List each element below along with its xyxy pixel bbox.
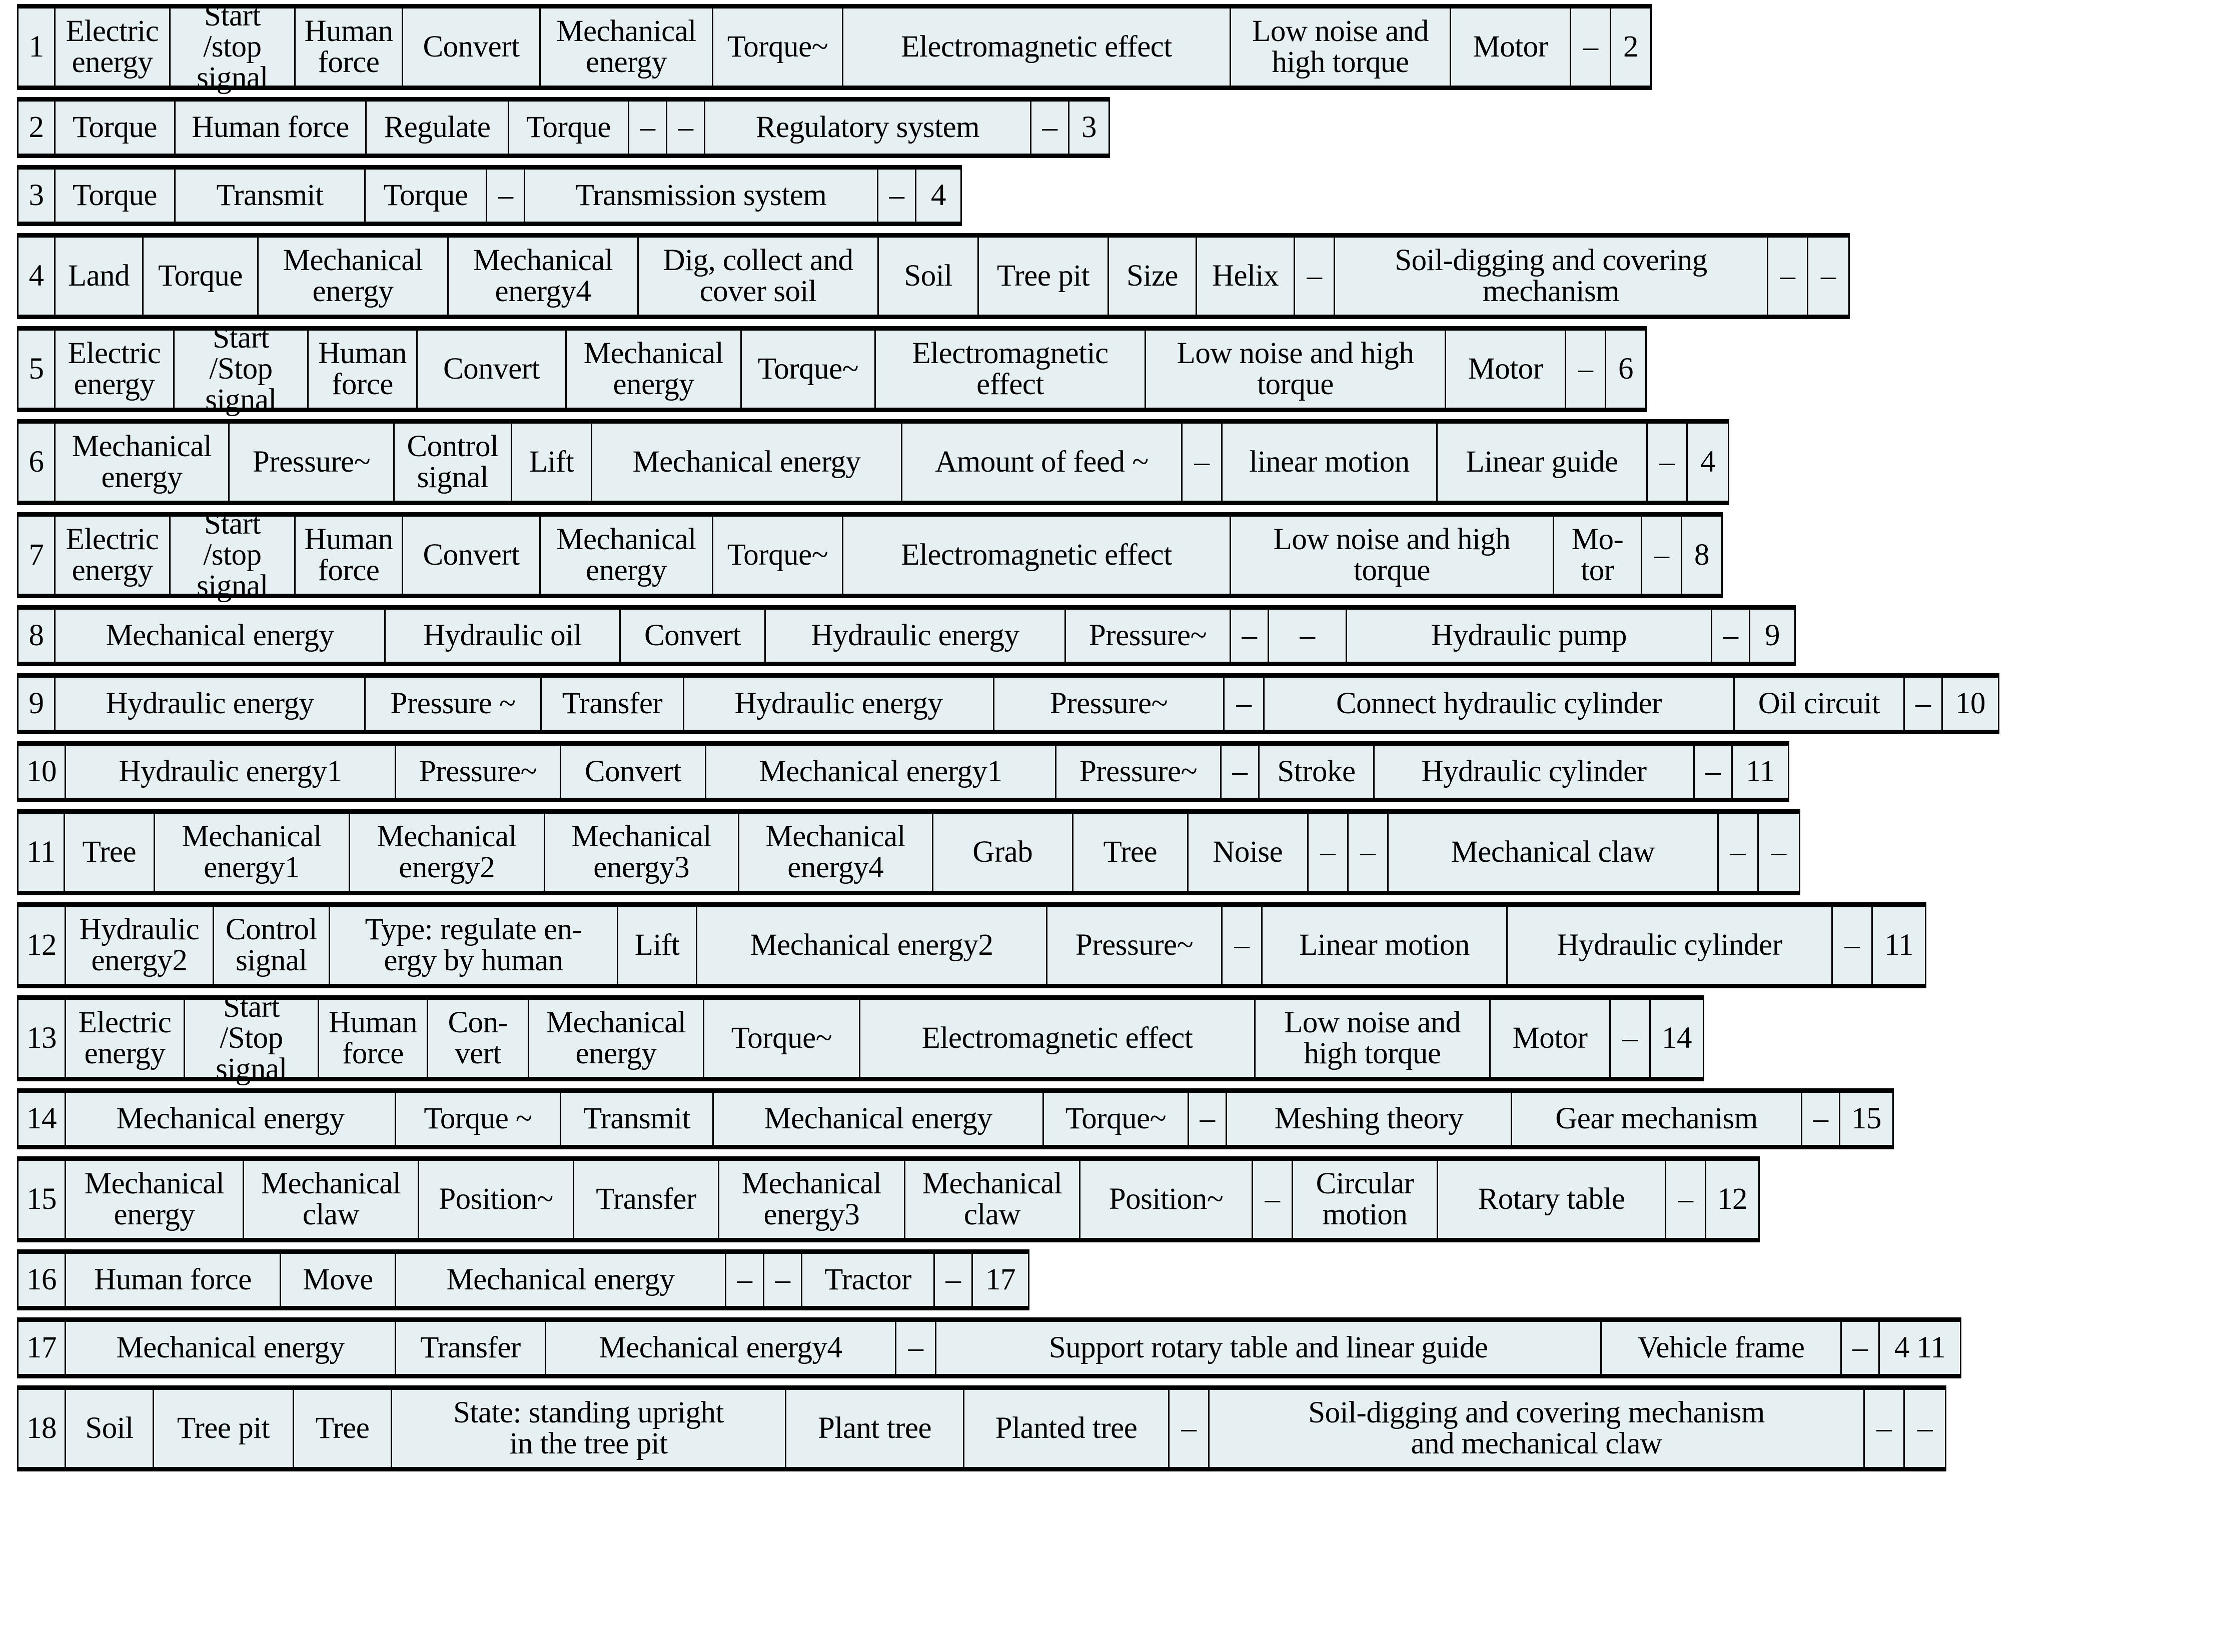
dash-cell: –	[1865, 1390, 1905, 1467]
table-cell: Grab	[933, 814, 1073, 891]
table-cell: Convert	[561, 746, 706, 798]
table-row	[17, 902, 1926, 988]
table-cell: Mechanical energy	[592, 424, 902, 501]
table-row	[17, 97, 1110, 158]
table-cell: Type: regulate en- ergy by human	[330, 907, 618, 984]
table-cell: Mo- tor	[1554, 517, 1642, 594]
dash-cell: –	[487, 170, 525, 222]
dash-cell: –	[1768, 238, 1808, 315]
row-index-cell: 13	[19, 1000, 66, 1077]
table-cell: Human force	[319, 1000, 428, 1077]
table-cell: Vehicle frame	[1602, 1322, 1842, 1374]
table-cell: Mechanical energy2	[697, 907, 1047, 984]
table-cell: Oil circuit	[1735, 678, 1905, 730]
table-cell: Low noise and high torque	[1231, 517, 1554, 594]
table-cell: Pressure~	[1056, 746, 1222, 798]
table-cell: Mechanical energy	[56, 610, 386, 662]
dash-cell: –	[1642, 517, 1682, 594]
table-cell: Position~	[419, 1161, 574, 1238]
dash-cell: –	[1833, 907, 1873, 984]
table-row	[17, 321, 1647, 417]
row-index-cell: 3	[19, 170, 56, 222]
table-cell: Torque	[366, 170, 487, 222]
table-row	[17, 233, 1850, 319]
table-cell: 9	[1750, 610, 1794, 662]
table-row	[17, 673, 1999, 734]
dash-cell: –	[1349, 814, 1389, 891]
table-cell: Mechanical energy1	[706, 746, 1056, 798]
table-cell: 15	[1840, 1093, 1892, 1145]
table-row	[17, 165, 962, 226]
table-cell: Meshing theory	[1227, 1093, 1512, 1145]
table-cell: Pressure ~	[366, 678, 542, 730]
table-cell: Torque	[144, 238, 259, 315]
table-cell: Start /stop signal	[171, 517, 296, 594]
table-cell: Connect hydraulic cylinder	[1265, 678, 1735, 730]
row-index-cell: 6	[19, 424, 56, 501]
table-row	[17, 1317, 1961, 1378]
table-cell: Mechanical energy4	[449, 238, 639, 315]
dash-cell: –	[935, 1254, 973, 1306]
table-cell: Support rotary table and linear guide	[936, 1322, 1602, 1374]
dash-cell: –	[1808, 238, 1848, 315]
table-cell: Linear guide	[1438, 424, 1648, 501]
row-index-cell: 10	[19, 746, 66, 798]
table-cell: Electromagnetic effect	[843, 517, 1231, 594]
table-cell: Torque	[56, 170, 176, 222]
table-cell: Hydraulic energy	[56, 678, 366, 730]
table-cell: Control signal	[214, 907, 330, 984]
table-cell: Mechanical energy4	[739, 814, 933, 891]
dash-cell: –	[1223, 907, 1263, 984]
table-cell: 8	[1682, 517, 1721, 594]
table-cell: Position~	[1080, 1161, 1253, 1238]
table-cell: Regulatory system	[705, 102, 1031, 154]
table-cell: Hydraulic oil	[386, 610, 621, 662]
row-index-cell: 16	[19, 1254, 66, 1306]
dash-cell: –	[1566, 331, 1606, 408]
table-cell: Torque~	[713, 9, 843, 86]
table-cell: 17	[973, 1254, 1028, 1306]
table-cell: Mechanical claw	[244, 1161, 419, 1238]
table-cell: Human force	[296, 517, 403, 594]
table-cell: Human force	[176, 102, 367, 154]
table-cell: Mechanical claw	[905, 1161, 1080, 1238]
table-cell: Torque	[509, 102, 629, 154]
table-cell: Torque~	[1044, 1093, 1189, 1145]
table-cell: Torque ~	[396, 1093, 561, 1145]
table-cell: Soil	[879, 238, 979, 315]
table-cell: Hydraulic energy	[684, 678, 994, 730]
table-cell: Tractor	[802, 1254, 935, 1306]
table-cell: Mechanical energy	[66, 1161, 244, 1238]
table-cell: Lift	[512, 424, 592, 501]
table-cell: Gear mechanism	[1512, 1093, 1802, 1145]
table-cell: linear motion	[1223, 424, 1438, 501]
dash-cell: –	[1269, 610, 1347, 662]
table-cell: Mechanical energy1	[155, 814, 350, 891]
table-cell: Control signal	[395, 424, 512, 501]
table-cell: Human force	[309, 331, 418, 408]
table-row	[17, 0, 1652, 95]
table-cell: Planted tree	[964, 1390, 1170, 1467]
dash-cell: –	[1905, 1390, 1945, 1467]
row-index-cell: 8	[19, 610, 56, 662]
table-cell: 4 11	[1880, 1322, 1960, 1374]
table-cell: Convert	[403, 9, 541, 86]
table-cell: Mechanical energy4	[546, 1322, 896, 1374]
table-cell: Tree pit	[154, 1390, 294, 1467]
table-cell: Start /stop signal	[171, 9, 296, 86]
table-row	[17, 507, 1723, 603]
dash-cell: –	[1031, 102, 1069, 154]
table-cell: Pressure~	[1047, 907, 1223, 984]
row-index-cell: 1	[19, 9, 56, 86]
table-cell: Soil-digging and covering mechanism and mechanical claw	[1210, 1390, 1865, 1467]
dash-cell: –	[1189, 1093, 1227, 1145]
table-cell: Low noise and high torque	[1231, 9, 1451, 86]
table-cell: 10	[1943, 678, 1998, 730]
table-row	[17, 741, 1789, 802]
row-index-cell: 5	[19, 331, 56, 408]
table-cell: Hydraulic cylinder	[1375, 746, 1695, 798]
table-cell: Mechanical energy	[529, 1000, 704, 1077]
table-cell: Size	[1109, 238, 1197, 315]
table-cell: Mechanical energy2	[350, 814, 545, 891]
dash-cell: –	[1759, 814, 1799, 891]
dash-cell: –	[1170, 1390, 1210, 1467]
table-cell: State: standing upright in the tree pit	[392, 1390, 786, 1467]
table-cell: Low noise and high torque	[1256, 1000, 1491, 1077]
table-cell: Mechanical energy	[259, 238, 449, 315]
row-index-cell: 7	[19, 517, 56, 594]
table-cell: Mechanical energy	[66, 1093, 396, 1145]
table-cell: Low noise and high torque	[1146, 331, 1446, 408]
row-index-cell: 15	[19, 1161, 66, 1238]
table-cell: Dig, collect and cover soil	[639, 238, 879, 315]
table-cell: Plant tree	[786, 1390, 964, 1467]
table-cell: Mechanical energy	[567, 331, 742, 408]
table-cell: 11	[1873, 907, 1925, 984]
table-row	[17, 605, 1796, 666]
dash-cell: –	[1719, 814, 1759, 891]
table-cell: Mechanical energy	[66, 1322, 396, 1374]
table-cell: Soil	[66, 1390, 154, 1467]
table-cell: Rotary table	[1438, 1161, 1666, 1238]
dash-cell: –	[1842, 1322, 1880, 1374]
dash-cell: –	[1253, 1161, 1293, 1238]
table-cell: Electric energy	[56, 331, 175, 408]
dash-cell: –	[1225, 678, 1265, 730]
row-index-cell: 4	[19, 238, 56, 315]
table-cell: Soil-digging and covering mechanism	[1335, 238, 1768, 315]
table-cell: Stroke	[1260, 746, 1375, 798]
table-cell: Hydraulic pump	[1347, 610, 1712, 662]
dash-cell: –	[764, 1254, 802, 1306]
table-cell: 14	[1651, 1000, 1703, 1077]
table-cell: Hydraulic energy2	[66, 907, 214, 984]
table-cell: Motor	[1446, 331, 1566, 408]
table-cell: Electromagnetic effect	[860, 1000, 1256, 1077]
table-cell: Transmit	[176, 170, 366, 222]
dash-cell: –	[629, 102, 667, 154]
table-cell: Pressure~	[994, 678, 1225, 730]
table-row	[17, 1249, 1029, 1310]
table-cell: Hydraulic energy1	[66, 746, 396, 798]
table-cell: Electric energy	[66, 1000, 185, 1077]
table-cell: Torque	[56, 102, 176, 154]
row-index-cell: 14	[19, 1093, 66, 1145]
table-cell: Convert	[418, 331, 567, 408]
table-cell: Regulate	[367, 102, 509, 154]
row-index-cell: 12	[19, 907, 66, 984]
table-cell: Lift	[618, 907, 697, 984]
table-cell: Move	[281, 1254, 396, 1306]
table-cell: 6	[1606, 331, 1645, 408]
row-index-cell: 11	[19, 814, 65, 891]
table-cell: Transmission system	[525, 170, 878, 222]
dash-cell: –	[1712, 610, 1750, 662]
table-cell: Mechanical energy	[56, 424, 230, 501]
table-cell: Start /Stop signal	[185, 1000, 319, 1077]
table-cell: Mechanical energy	[541, 517, 713, 594]
table-cell: Human force	[66, 1254, 281, 1306]
table-cell: Hydraulic energy	[766, 610, 1066, 662]
table-cell: Transmit	[561, 1093, 714, 1145]
table-cell: Electromagnetic effect	[843, 9, 1231, 86]
table-cell: Start /Stop signal	[175, 331, 309, 408]
table-cell: Hydraulic cylinder	[1508, 907, 1833, 984]
dash-cell: –	[896, 1322, 936, 1374]
dash-cell: –	[667, 102, 705, 154]
dash-cell: –	[1695, 746, 1733, 798]
dash-cell: –	[878, 170, 916, 222]
table-cell: Tree pit	[979, 238, 1109, 315]
table-cell: Electric energy	[56, 517, 171, 594]
table-cell: Land	[56, 238, 144, 315]
table-cell: Torque~	[742, 331, 876, 408]
row-index-cell: 18	[19, 1390, 66, 1467]
dash-cell: –	[1802, 1093, 1840, 1145]
table-cell: Torque~	[704, 1000, 860, 1077]
table-cell: Con- vert	[428, 1000, 529, 1077]
table-cell: Motor	[1491, 1000, 1611, 1077]
dash-cell: –	[1222, 746, 1260, 798]
table-row	[17, 809, 1800, 895]
table-cell: Noise	[1189, 814, 1309, 891]
table-cell: Pressure~	[1066, 610, 1231, 662]
table-cell: 4	[1688, 424, 1728, 501]
table-cell: Human force	[296, 9, 403, 86]
table-cell: 11	[1733, 746, 1788, 798]
table-row	[17, 419, 1729, 505]
table-cell: Torque~	[713, 517, 843, 594]
table-cell: Convert	[403, 517, 541, 594]
dash-cell: –	[1611, 1000, 1651, 1077]
table-cell: 3	[1069, 102, 1109, 154]
dash-cell: –	[1309, 814, 1349, 891]
dash-cell: –	[1183, 424, 1223, 501]
table-cell: Transfer	[542, 678, 684, 730]
table-cell: Helix	[1197, 238, 1295, 315]
table-cell: Motor	[1451, 9, 1571, 86]
dash-cell: –	[1295, 238, 1335, 315]
dash-cell: –	[1905, 678, 1943, 730]
table-cell: Pressure~	[396, 746, 561, 798]
table-row	[17, 990, 1704, 1086]
table-cell: Mechanical energy3	[545, 814, 739, 891]
table-cell: Transfer	[396, 1322, 546, 1374]
table-cell: Linear motion	[1263, 907, 1508, 984]
table-cell: Mechanical energy	[396, 1254, 726, 1306]
table-cell: Pressure~	[230, 424, 395, 501]
row-index-cell: 17	[19, 1322, 66, 1374]
row-index-cell: 9	[19, 678, 56, 730]
table-cell: Tree	[65, 814, 155, 891]
table-cell: Amount of feed ~	[902, 424, 1183, 501]
table-cell: Circular motion	[1293, 1161, 1438, 1238]
table-cell: Mechanical energy3	[719, 1161, 905, 1238]
table-cell: 4	[916, 170, 960, 222]
table-cell: Tree	[1073, 814, 1189, 891]
dash-cell: –	[1231, 610, 1269, 662]
dash-cell: –	[726, 1254, 764, 1306]
table-cell: Transfer	[574, 1161, 719, 1238]
dash-cell: –	[1648, 424, 1688, 501]
table-cell: 2	[1611, 9, 1650, 86]
table-cell: Mechanical energy	[714, 1093, 1044, 1145]
table-row	[17, 1156, 1760, 1242]
dash-cell: –	[1666, 1161, 1706, 1238]
table-cell: 12	[1706, 1161, 1758, 1238]
row-index-cell: 2	[19, 102, 56, 154]
table-cell: Electromagnetic effect	[876, 331, 1146, 408]
table-cell: Tree	[294, 1390, 392, 1467]
table-row	[17, 1385, 1946, 1471]
dash-cell: –	[1571, 9, 1611, 86]
table-cell: Convert	[621, 610, 766, 662]
table-cell: Mechanical claw	[1389, 814, 1719, 891]
table-cell: Electric energy	[56, 9, 171, 86]
table-row	[17, 1088, 1894, 1149]
table-cell: Mechanical energy	[541, 9, 713, 86]
